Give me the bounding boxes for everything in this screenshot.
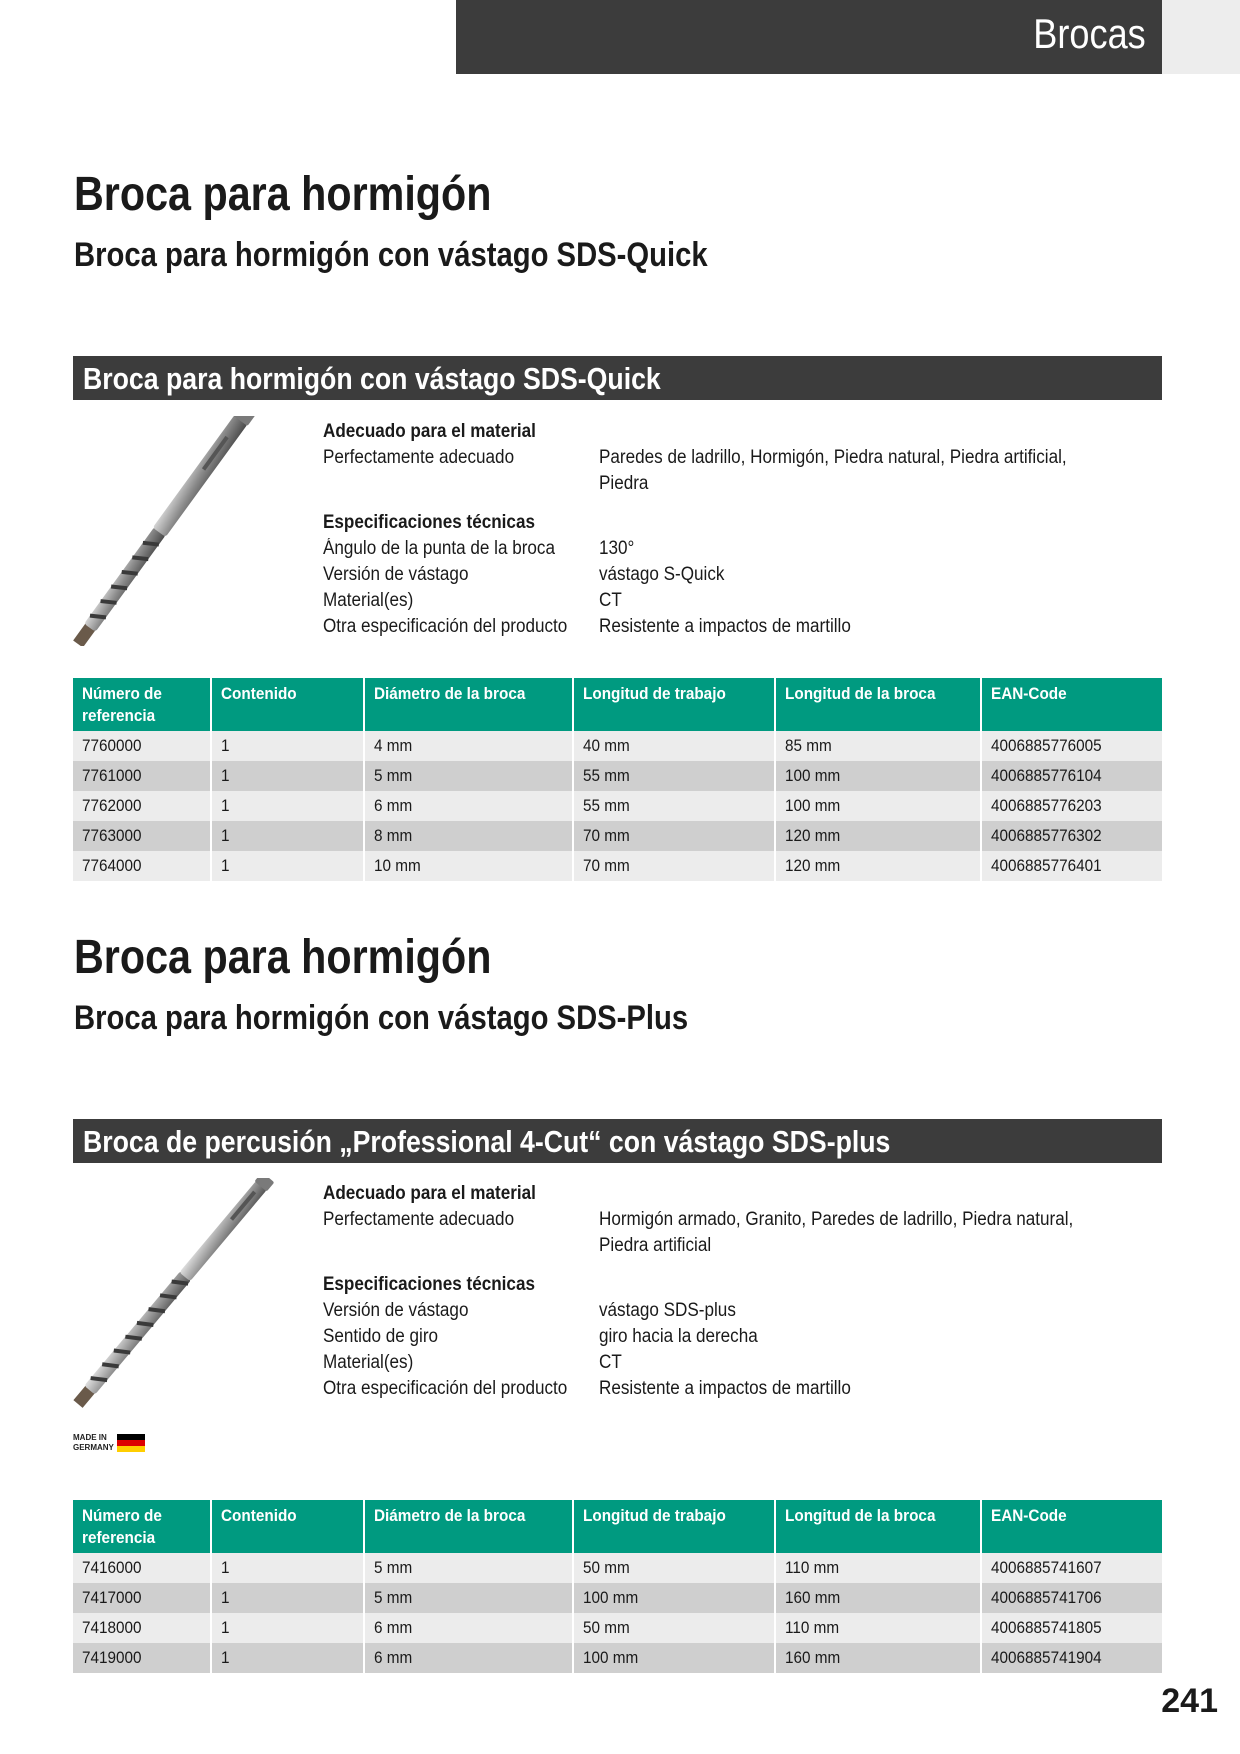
cell-ean: 4006885776203 (981, 791, 1162, 821)
section2-product-table (73, 1500, 1162, 1673)
section2-band-title: Broca de percusión „Professional 4-Cut“ con vástago SDS-plus (83, 1124, 891, 1159)
col-header-drill-length: Longitud de la broca (775, 678, 981, 731)
cell-reference: 7760000 (73, 731, 211, 761)
cell-ean: 4006885776104 (981, 761, 1162, 791)
section2-band (73, 1119, 1162, 1163)
cell-working-length: 40 mm (573, 731, 775, 761)
col-header-ean: EAN-Code (981, 678, 1162, 731)
cell-diameter: 5 mm (364, 761, 573, 791)
cell-reference: 7419000 (73, 1643, 211, 1673)
cell-content: 1 (211, 1643, 364, 1673)
spec-row (323, 536, 1143, 562)
col-header-diameter: Diámetro de la broca (364, 678, 573, 731)
spec-row (323, 614, 1143, 640)
category-header-tab (456, 0, 1162, 74)
spec-value: CT (599, 590, 622, 611)
table-row (73, 791, 1162, 821)
spec-key: Otra especificación del producto (323, 1378, 568, 1399)
header-edge-tab (1162, 0, 1240, 74)
spec-key: Versión de vástago (323, 564, 469, 585)
cell-content: 1 (211, 761, 364, 791)
section1-subtitle: Broca para hormigón con vástago SDS-Quick (74, 236, 708, 274)
section1-product-table (73, 678, 1162, 881)
cell-content: 1 (211, 731, 364, 761)
cell-reference: 7416000 (73, 1553, 211, 1583)
german-flag-icon (117, 1434, 145, 1452)
col-header-working-length: Longitud de trabajo (573, 1500, 775, 1553)
cell-ean: 4006885741607 (981, 1553, 1162, 1583)
spec-key: Versión de vástago (323, 1300, 469, 1321)
spec-value: CT (599, 1352, 622, 1373)
spec-key: Material(es) (323, 1352, 414, 1373)
cell-drill-length: 160 mm (775, 1583, 981, 1613)
spec-value: Resistente a impactos de martillo (599, 616, 851, 637)
page-number: 241 (1161, 1682, 1218, 1720)
table-row (73, 731, 1162, 761)
section2-specs (323, 1180, 1143, 1402)
cell-ean: 4006885741706 (981, 1583, 1162, 1613)
table-row (73, 821, 1162, 851)
cell-reference: 7418000 (73, 1613, 211, 1643)
col-header-working-length: Longitud de trabajo (573, 678, 775, 731)
table-row (73, 1583, 1162, 1613)
section2-subtitle: Broca para hormigón con vástago SDS-Plus (74, 999, 689, 1037)
spec-key: Material(es) (323, 590, 414, 611)
section1-band-title: Broca para hormigón con vástago SDS-Quick (83, 361, 661, 396)
cell-diameter: 5 mm (364, 1583, 573, 1613)
cell-drill-length: 160 mm (775, 1643, 981, 1673)
cell-drill-length: 110 mm (775, 1613, 981, 1643)
spec-key: Otra especificación del producto (323, 616, 568, 637)
cell-ean: 4006885776401 (981, 851, 1162, 881)
spec-key: Perfectamente adecuado (323, 447, 515, 468)
cell-ean: 4006885741904 (981, 1643, 1162, 1673)
col-header-drill-length: Longitud de la broca (775, 1500, 981, 1553)
spec-row (323, 562, 1143, 588)
category-title: Brocas (1033, 10, 1146, 57)
cell-drill-length: 120 mm (775, 821, 981, 851)
spec-value: vástago SDS-plus (599, 1300, 736, 1321)
col-header-ean: EAN-Code (981, 1500, 1162, 1553)
cell-content: 1 (211, 1613, 364, 1643)
cell-drill-length: 100 mm (775, 761, 981, 791)
cell-diameter: 5 mm (364, 1553, 573, 1583)
cell-drill-length: 100 mm (775, 791, 981, 821)
spec-row (323, 1324, 1143, 1350)
col-header-content: Contenido (211, 1500, 364, 1553)
cell-working-length: 70 mm (573, 821, 775, 851)
cell-working-length: 50 mm (573, 1613, 775, 1643)
section2-title: Broca para hormigón (74, 931, 492, 984)
cell-drill-length: 85 mm (775, 731, 981, 761)
table-header-row (73, 1500, 1162, 1553)
spec-value: Hormigón armado, Granito, Paredes de ladrillo, Piedra natural, Piedra artificial (599, 1209, 1074, 1256)
section1-spec-heading: Especificaciones técnicas (323, 512, 535, 533)
cell-content: 1 (211, 1553, 364, 1583)
cell-ean: 4006885776302 (981, 821, 1162, 851)
spec-value: giro hacia la derecha (599, 1326, 758, 1347)
cell-working-length: 55 mm (573, 791, 775, 821)
cell-ean: 4006885776005 (981, 731, 1162, 761)
spec-value: 130° (599, 538, 635, 559)
section2-spec-heading: Especificaciones técnicas (323, 1274, 535, 1295)
sds-quick-drill-image (70, 416, 320, 646)
cell-ean: 4006885741805 (981, 1613, 1162, 1643)
cell-content: 1 (211, 821, 364, 851)
table-row (73, 851, 1162, 881)
made-in-line2: GERMANY (73, 1443, 114, 1452)
cell-drill-length: 120 mm (775, 851, 981, 881)
cell-working-length: 100 mm (573, 1643, 775, 1673)
section1-material-heading: Adecuado para el material (323, 421, 536, 442)
table-row (73, 761, 1162, 791)
cell-reference: 7763000 (73, 821, 211, 851)
spec-row (323, 588, 1143, 614)
made-in-germany-badge (73, 1432, 145, 1454)
cell-diameter: 6 mm (364, 791, 573, 821)
cell-working-length: 70 mm (573, 851, 775, 881)
spec-value: Resistente a impactos de martillo (599, 1378, 851, 1399)
spec-key: Perfectamente adecuado (323, 1209, 515, 1230)
spec-value: Paredes de ladrillo, Hormigón, Piedra natural, Piedra artificial, Piedra (599, 447, 1067, 494)
cell-reference: 7764000 (73, 851, 211, 881)
cell-content: 1 (211, 1583, 364, 1613)
cell-diameter: 10 mm (364, 851, 573, 881)
table-row (73, 1643, 1162, 1673)
cell-reference: 7761000 (73, 761, 211, 791)
cell-reference: 7417000 (73, 1583, 211, 1613)
cell-content: 1 (211, 791, 364, 821)
cell-diameter: 6 mm (364, 1643, 573, 1673)
table-row (73, 1613, 1162, 1643)
cell-working-length: 100 mm (573, 1583, 775, 1613)
sds-plus-drill-image (70, 1178, 320, 1408)
spec-row (323, 1298, 1143, 1324)
cell-drill-length: 110 mm (775, 1553, 981, 1583)
col-header-reference: Número de referencia (73, 678, 211, 731)
section1-specs (323, 418, 1143, 640)
section1-title: Broca para hormigón (74, 168, 492, 221)
spec-row (323, 1350, 1143, 1376)
cell-diameter: 4 mm (364, 731, 573, 761)
table-header-row (73, 678, 1162, 731)
spec-key: Sentido de giro (323, 1326, 439, 1347)
cell-working-length: 50 mm (573, 1553, 775, 1583)
cell-diameter: 8 mm (364, 821, 573, 851)
col-header-content: Contenido (211, 678, 364, 731)
cell-diameter: 6 mm (364, 1613, 573, 1643)
spec-row (323, 1376, 1143, 1402)
section2-material-row (323, 1207, 1143, 1259)
col-header-diameter: Diámetro de la broca (364, 1500, 573, 1553)
col-header-reference: Número de referencia (73, 1500, 211, 1553)
cell-reference: 7762000 (73, 791, 211, 821)
spec-value: vástago S-Quick (599, 564, 725, 585)
section1-material-row (323, 445, 1143, 497)
section1-band (73, 356, 1162, 400)
cell-content: 1 (211, 851, 364, 881)
section2-material-heading: Adecuado para el material (323, 1183, 536, 1204)
cell-working-length: 55 mm (573, 761, 775, 791)
spec-key: Ángulo de la punta de la broca (323, 538, 555, 559)
made-in-line1: MADE IN (73, 1433, 107, 1442)
table-row (73, 1553, 1162, 1583)
